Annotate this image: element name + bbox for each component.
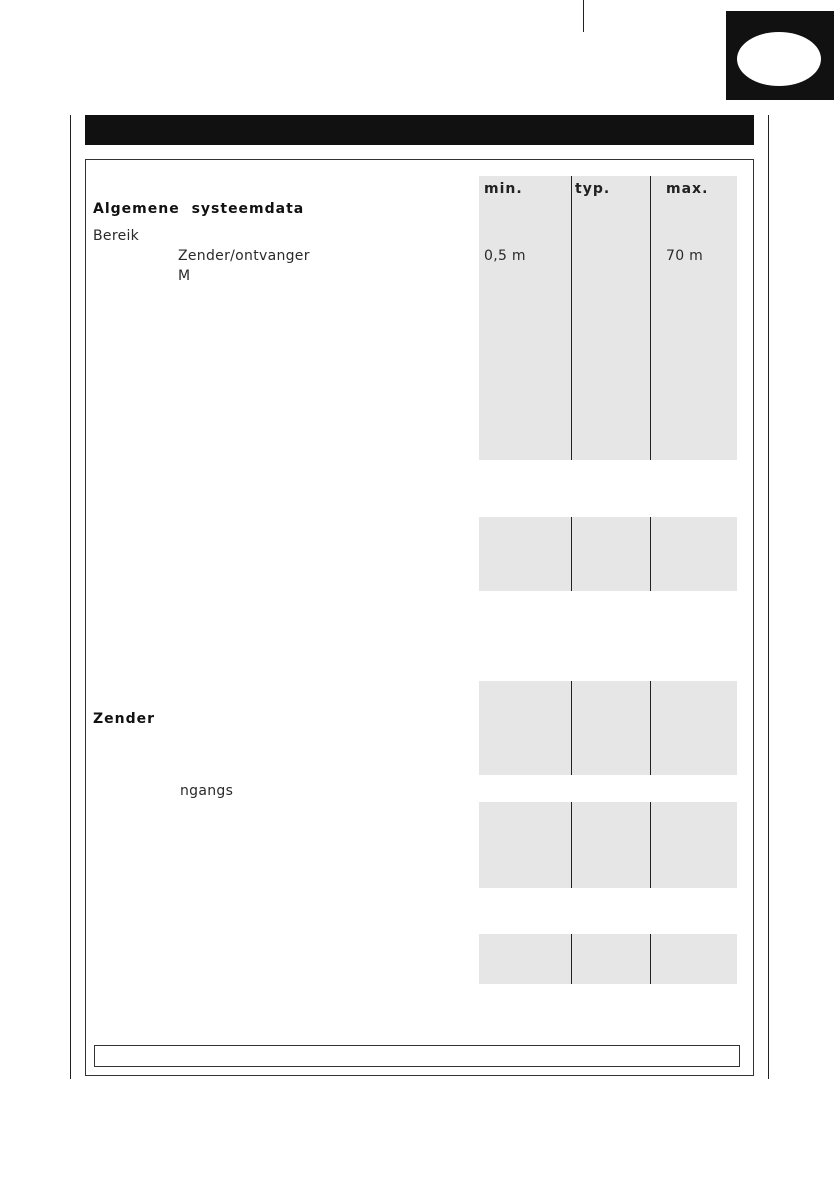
value-max-range: 70 m — [666, 248, 704, 264]
column-divider — [650, 802, 651, 888]
column-header-typ: typ. — [575, 181, 611, 197]
column-divider — [571, 802, 572, 888]
column-divider — [650, 517, 651, 591]
label-ingangs: ngangs — [180, 783, 234, 799]
column-divider — [650, 176, 651, 460]
label-bereik: Bereik — [93, 228, 140, 244]
column-divider — [650, 934, 651, 984]
label-zender-ontvanger: Zender/ontvanger — [178, 248, 310, 264]
heading-part-algemene: Algemene — [93, 201, 180, 217]
footer-box — [94, 1045, 740, 1067]
spec-values-block-2 — [479, 517, 737, 591]
crop-mark-left — [70, 115, 71, 1079]
spec-values-block-5 — [479, 934, 737, 984]
column-divider — [571, 681, 572, 775]
language-oval-icon — [737, 32, 821, 86]
column-divider — [571, 176, 572, 460]
section-heading-general — [93, 201, 304, 217]
spec-values-block-1 — [479, 176, 737, 460]
heading-part-systeemdata: systeemdata — [191, 201, 305, 217]
spec-values-block-4 — [479, 802, 737, 888]
column-divider — [571, 934, 572, 984]
language-tab — [726, 11, 834, 100]
column-divider — [650, 681, 651, 775]
crop-mark-right — [768, 115, 769, 1079]
section-header-bar — [85, 115, 754, 145]
spec-values-block-3 — [479, 681, 737, 775]
column-header-max: max. — [666, 181, 709, 197]
label-m: M — [178, 268, 191, 284]
value-min-range: 0,5 m — [484, 248, 526, 264]
crop-mark-top — [583, 0, 584, 32]
section-heading-zender: Zender — [93, 711, 156, 727]
column-divider — [571, 517, 572, 591]
column-header-min: min. — [484, 181, 523, 197]
